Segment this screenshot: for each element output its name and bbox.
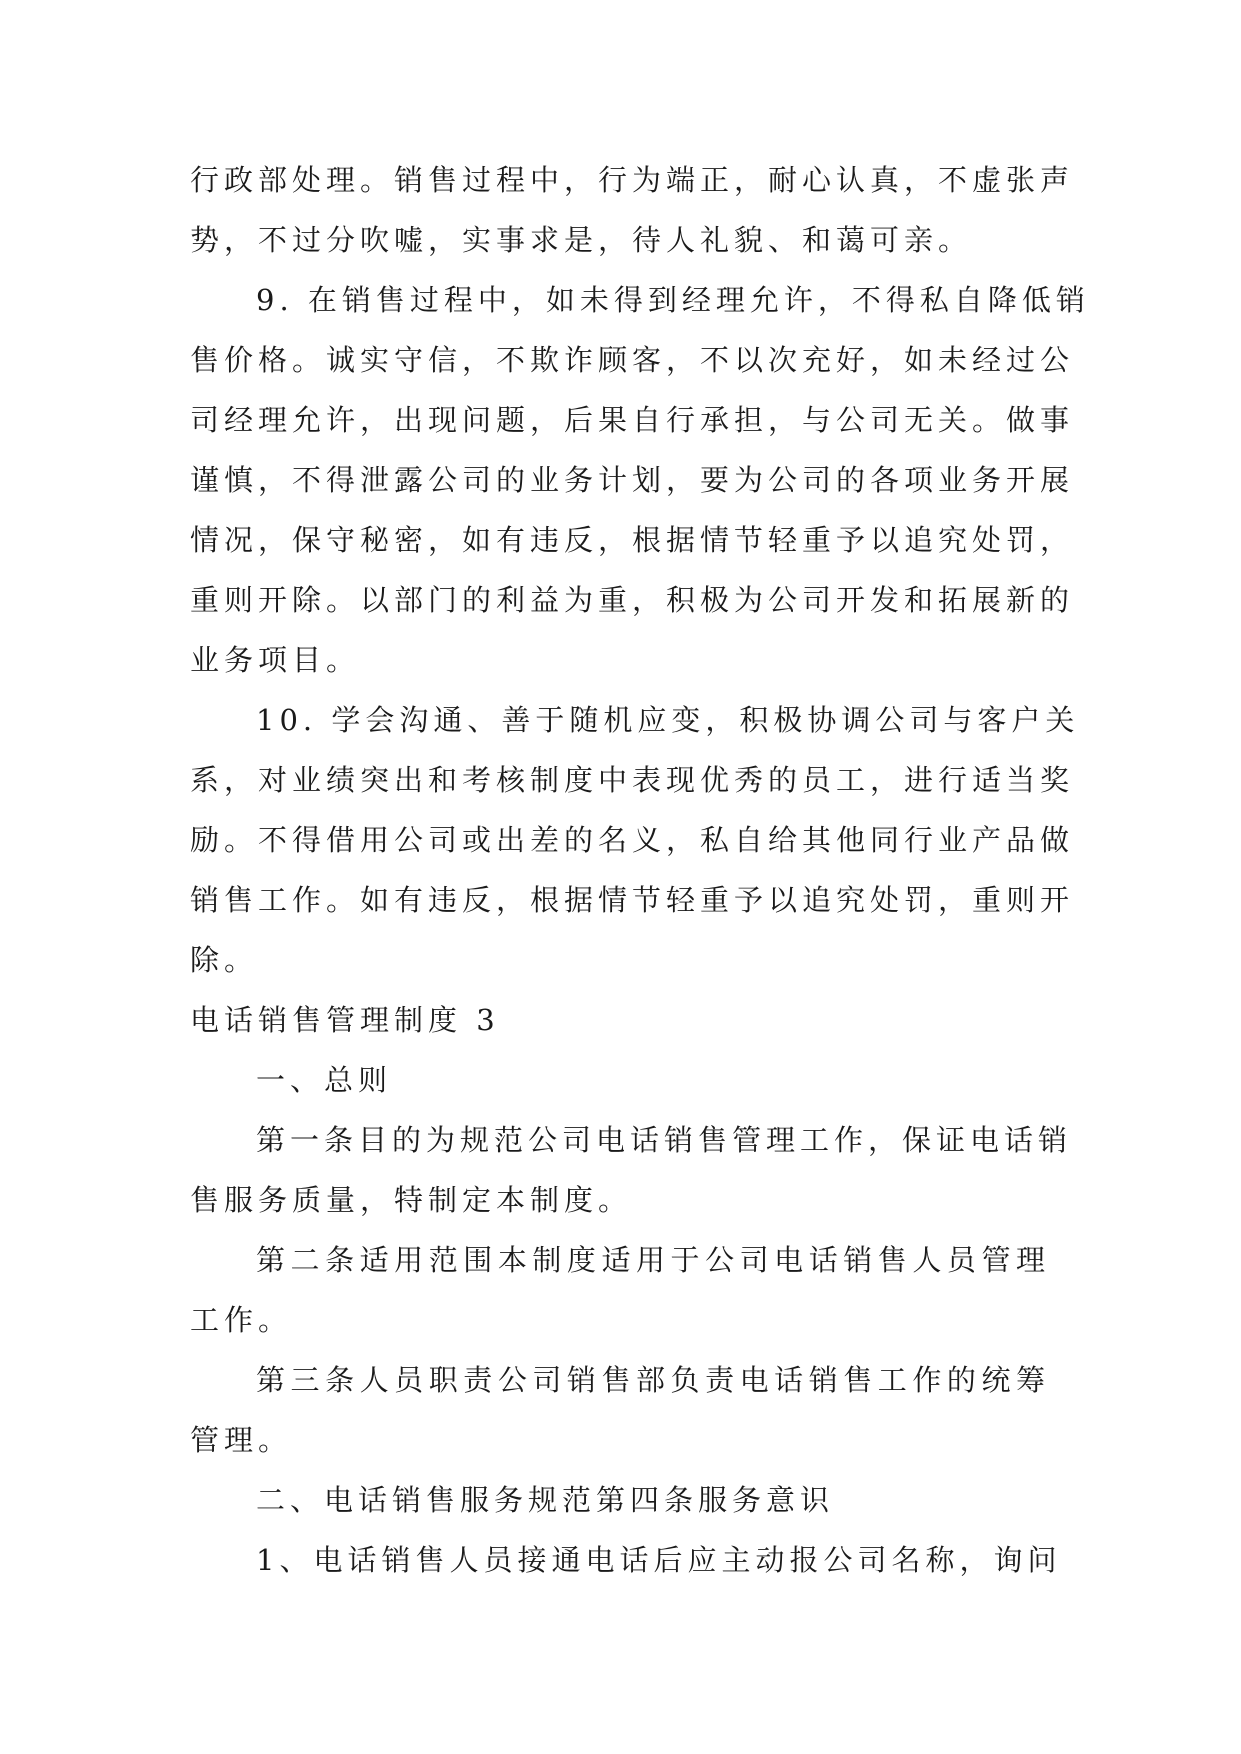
text-line: 销售工作。如有违反，根据情节轻重予以追究处罚，重则开 <box>190 883 1075 917</box>
paragraph-first-line: 第二条适用范围本制度适用于公司电话销售人员管理 <box>256 1243 1050 1277</box>
document-body <box>190 150 1090 1590</box>
paragraph-first-line: 第一条目的为规范公司电话销售管理工作，保证电话销 <box>256 1123 1073 1157</box>
text-line: 励。不得借用公司或出差的名义，私自给其他同行业产品做 <box>190 823 1075 857</box>
section-heading: 一、总则 <box>256 1063 393 1097</box>
text-line: 工作。 <box>190 1303 293 1337</box>
paragraph-first-line: 第三条人员职责公司销售部负责电话销售工作的统筹 <box>256 1363 1050 1397</box>
paragraph-first-line: 1、电话销售人员接通电话后应主动报公司名称，询问 <box>256 1543 1062 1577</box>
paragraph-first-line: 9. 在销售过程中，如未得到经理允许，不得私自降低销 <box>256 283 1090 317</box>
text-line: 谨慎，不得泄露公司的业务计划，要为公司的各项业务开展 <box>190 463 1075 497</box>
text-line: 业务项目。 <box>190 643 361 677</box>
text-line: 行政部处理。销售过程中，行为端正，耐心认真，不虚张声 <box>190 163 1075 197</box>
paragraph-first-line: 10. 学会沟通、善于随机应变，积极协调公司与客户关 <box>256 703 1080 737</box>
text-line: 售价格。诚实守信，不欺诈顾客，不以次充好，如未经过公 <box>190 343 1075 377</box>
section-heading: 二、电话销售服务规范第四条服务意识 <box>256 1483 835 1517</box>
text-line: 除。 <box>190 943 259 977</box>
text-line: 系，对业绩突出和考核制度中表现优秀的员工，进行适当奖 <box>190 763 1075 797</box>
text-line: 势，不过分吹嘘，实事求是，待人礼貌、和蔼可亲。 <box>190 223 973 257</box>
text-line: 管理。 <box>190 1423 293 1457</box>
text-line: 重则开除。以部门的利益为重，积极为公司开发和拓展新的 <box>190 583 1075 617</box>
text-line: 情况，保守秘密，如有违反，根据情节轻重予以追究处罚， <box>190 523 1075 557</box>
section-title: 电话销售管理制度 3 <box>190 1003 500 1037</box>
text-line: 司经理允许，出现问题，后果自行承担，与公司无关。做事 <box>190 403 1075 437</box>
text-line: 售服务质量，特制定本制度。 <box>190 1183 633 1217</box>
